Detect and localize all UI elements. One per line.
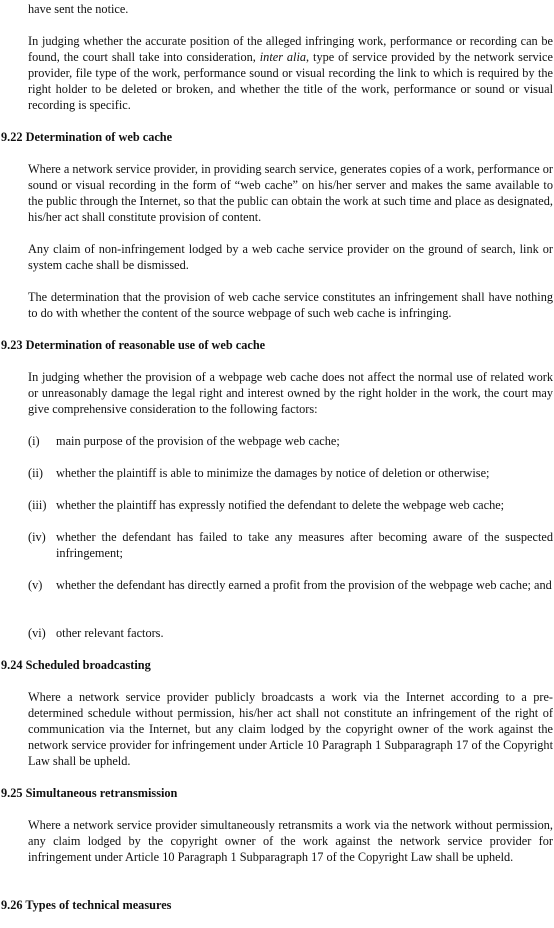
list-item [28, 577, 553, 593]
section-heading-9-23: 9.23 Determination of reasonable use of web cache [1, 338, 266, 352]
list-item [28, 433, 553, 449]
italic-term: inter alia [259, 50, 307, 64]
text-run: , type of service provided by the network service provider, file type of the work, performance sound or visual recording the link to which is required by the right holder to be deleted or broken, and whether the title of the work, performance or sound or visual recording is specific. [28, 50, 553, 112]
paragraph-9-22-1: Where a network service provider, in providing search service, generates copies of a work, performance or sound or visual recording in the form of “web cache” on his/her server and makes the same available to the public through the Internet, so that the public can obtain the work at such time and place as designated, his/her act shall constitute provision of content. [28, 162, 553, 224]
paragraph-9-25-1: Where a network service provider simultaneously retransmits a work via the network without permission, any claim lodged by the copyright owner of the work against the network service provider for infringement under Article 10 Paragraph 1 Subparagraph 17 of the Copyright Law shall be upheld. [28, 818, 553, 864]
list-item [28, 625, 553, 641]
list-item-number: (vi) [28, 626, 46, 640]
list-item-text: main purpose of the provision of the webpage web cache; [56, 434, 340, 448]
section-heading-9-25: 9.25 Simultaneous retransmission [1, 786, 178, 800]
list-item [28, 465, 553, 481]
list-item-text: whether the plaintiff has expressly notified the defendant to delete the webpage web cache; [56, 498, 505, 512]
paragraph-9-22-2: Any claim of non-infringement lodged by a web cache service provider on the ground of search, link or system cache shall be dismissed. [28, 242, 553, 272]
paragraph-9-24-1: Where a network service provider publicly broadcasts a work via the Internet according to a pre-determined schedule without permission, his/her act shall not constitute an infringement of the right of communication via the Internet, but any claim lodged by the copyright owner of the work against the network service provider for infringement under Article 10 Paragraph 1 Subparagraph 17 of the Copyright Law shall be upheld. [28, 690, 553, 768]
carryover-line: have sent the notice. [28, 2, 129, 16]
list-item [28, 497, 553, 513]
list-item-number: (i) [28, 434, 40, 448]
list-item-text: other relevant factors. [56, 626, 164, 640]
list-item-text: whether the plaintiff is able to minimize the damages by notice of deletion or otherwise; [56, 466, 490, 480]
section-heading-9-24: 9.24 Scheduled broadcasting [1, 658, 151, 672]
paragraph-9-23-intro: In judging whether the provision of a webpage web cache does not affect the normal use of related work or unreasonably damage the legal right and interest owned by the right holder in the work, the court may give comprehensive consideration to the following factors: [28, 370, 553, 416]
section-heading-9-26: 9.26 Types of technical measures [1, 898, 172, 912]
list-item-text: whether the defendant has failed to take any measures after becoming aware of the suspected infringement; [56, 530, 553, 560]
list-item-number: (iii) [28, 498, 47, 512]
list-item [28, 529, 553, 561]
list-item-number: (v) [28, 578, 43, 592]
list-item-number: (iv) [28, 530, 46, 544]
text-run: In judging whether the accurate position of the alleged infringing work, performance or recording can be found, the court shall take into consideration, [28, 34, 553, 64]
paragraph-accurate-position [28, 33, 553, 113]
list-item-text: whether the defendant has directly earned a profit from the provision of the webpage web cache; and [56, 578, 552, 592]
list-item-number: (ii) [28, 466, 44, 480]
paragraph-9-22-3: The determination that the provision of web cache service constitutes an infringement shall have nothing to do with whether the content of the source webpage of such web cache is infringing. [28, 290, 553, 320]
section-heading-9-22: 9.22 Determination of web cache [1, 130, 173, 144]
